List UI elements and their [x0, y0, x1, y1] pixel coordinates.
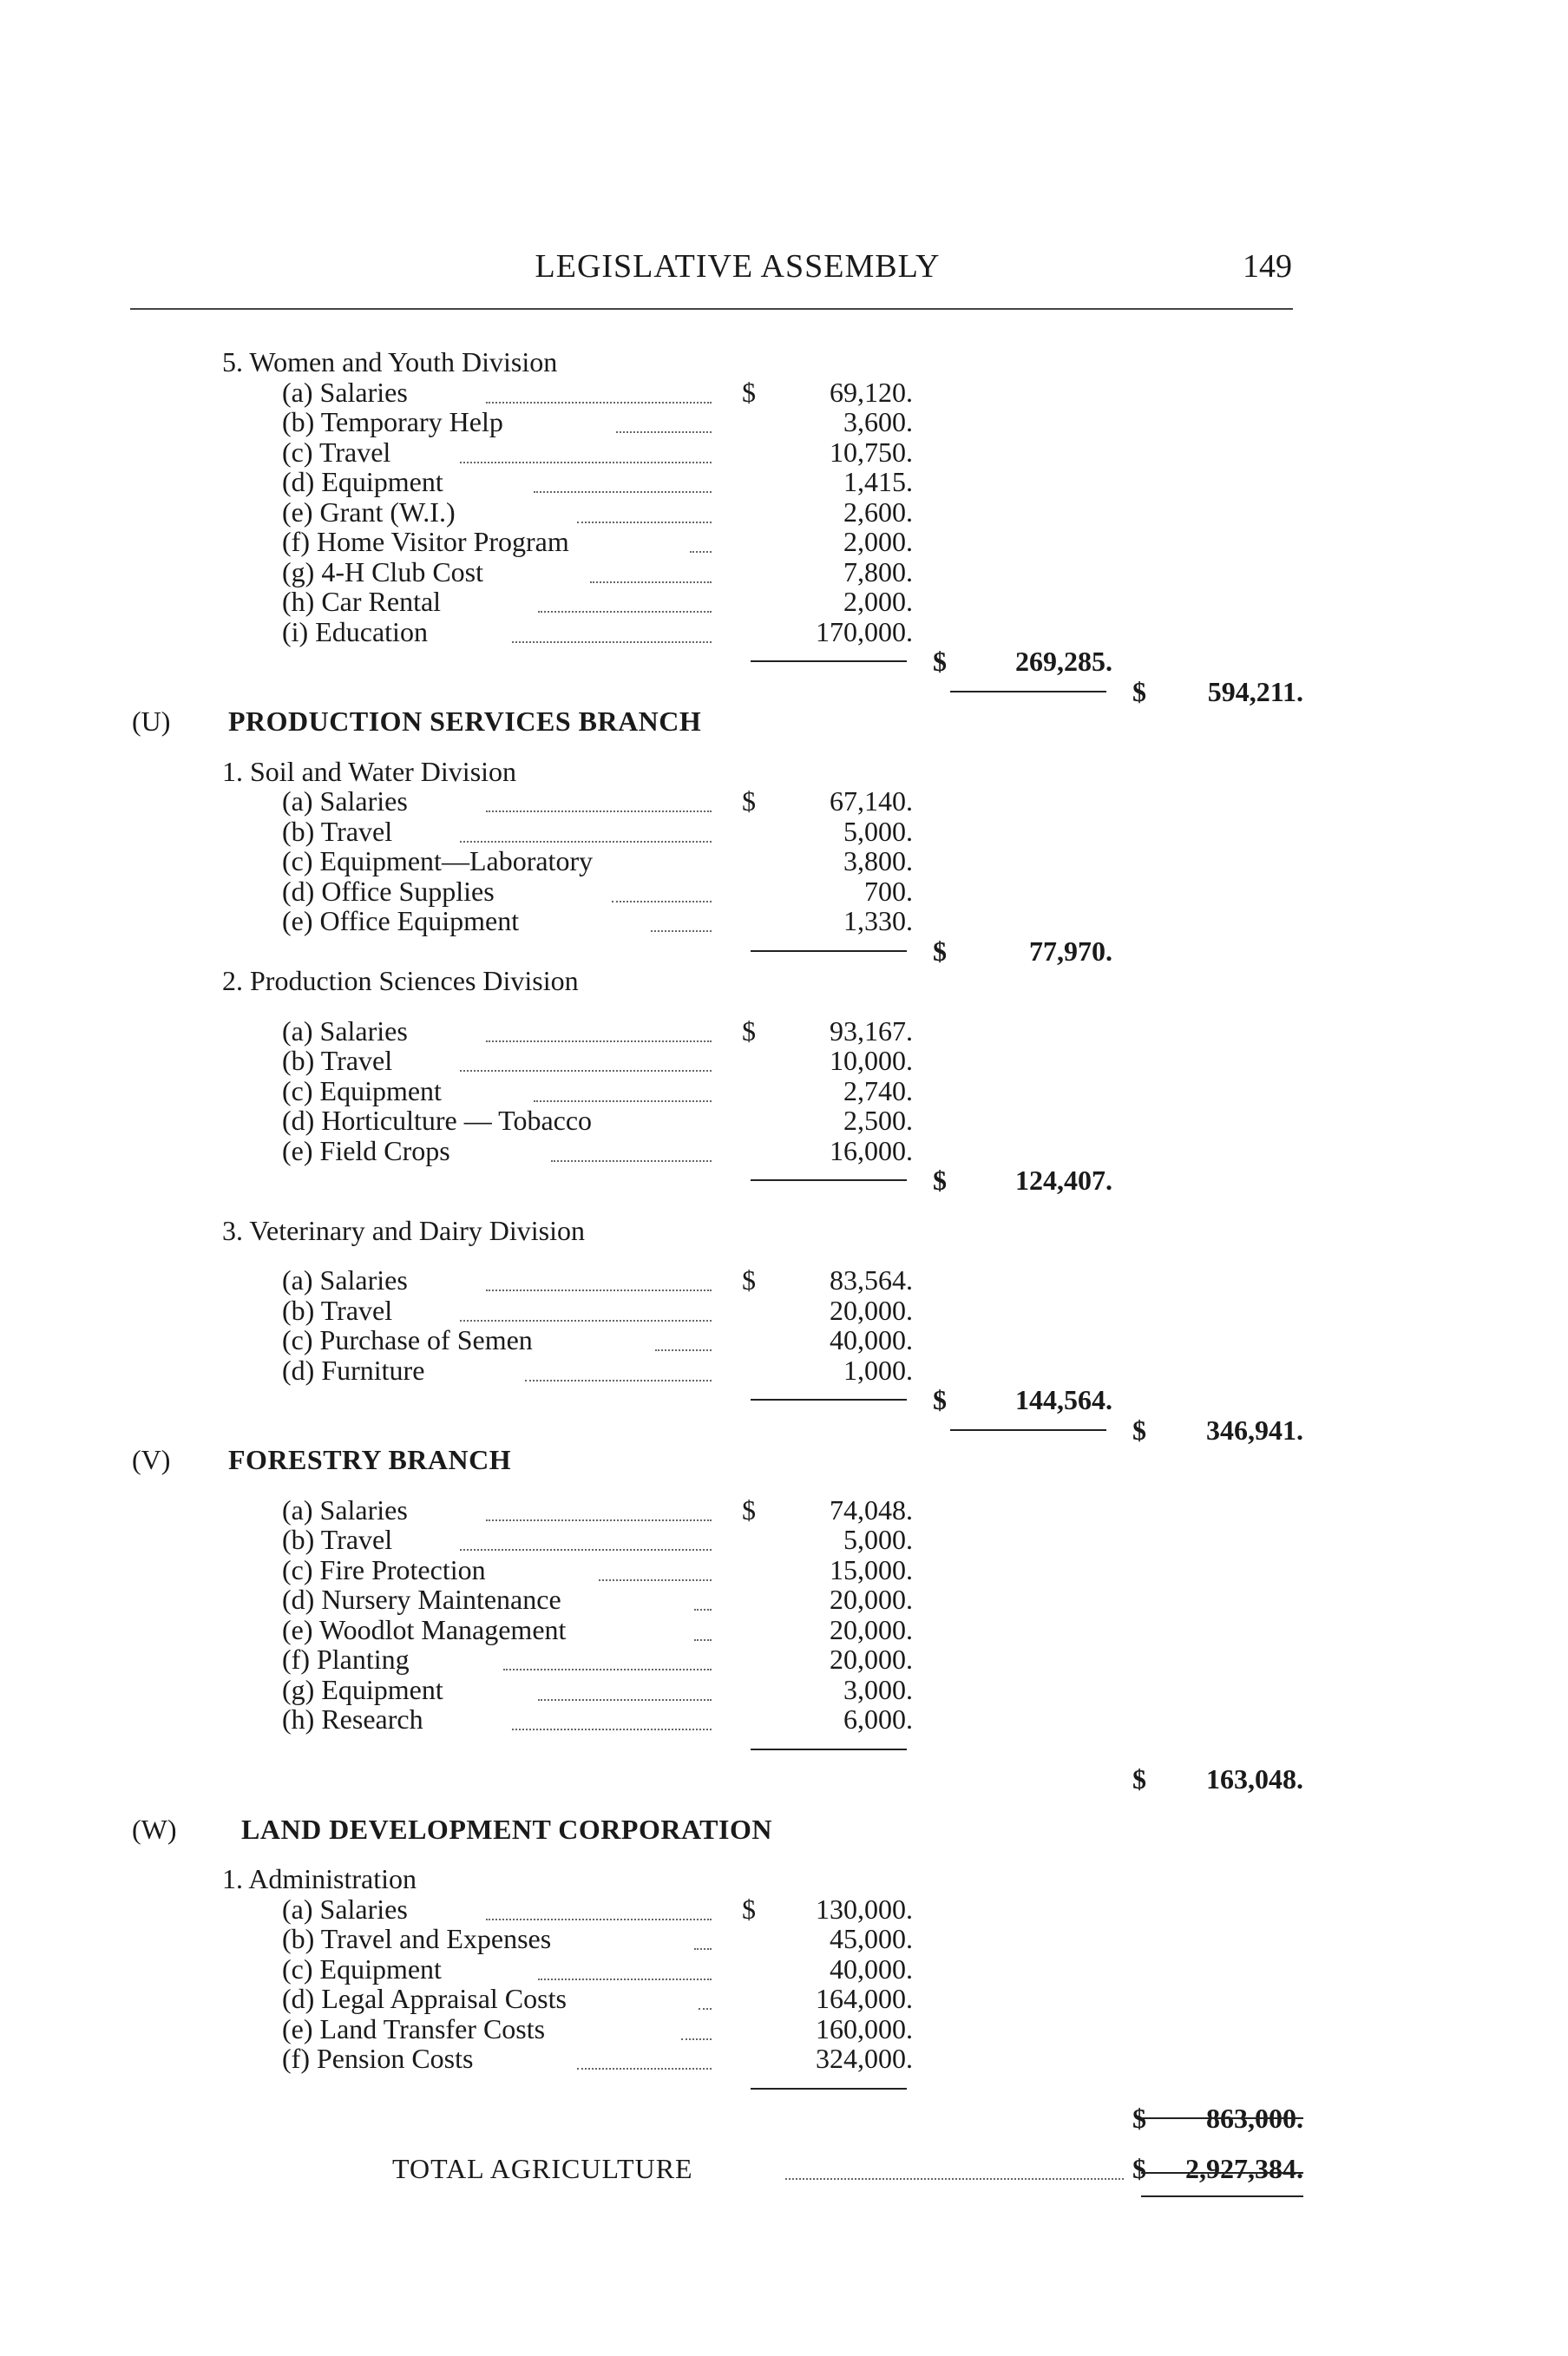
page-number: 149: [1243, 248, 1292, 285]
subtotal-rule: [751, 660, 907, 662]
leader-dots: [486, 1265, 712, 1291]
item-label: (d) Equipment: [282, 466, 443, 497]
item-label: (f) Planting: [282, 1644, 410, 1675]
line-item: [0, 817, 1568, 847]
leader-dots: [590, 557, 712, 583]
branch-code: (V): [132, 1444, 171, 1475]
item-label: (a) Salaries: [282, 1893, 408, 1925]
item-label: (e) Office Equipment: [282, 905, 520, 936]
double-underline-bottom: [1141, 2195, 1303, 2197]
line-item: [0, 377, 1568, 408]
grand-total-amount: 2,927,384.: [1185, 2152, 1303, 2184]
leader-dots: [486, 1894, 712, 1920]
subtotal-rule: [751, 1179, 907, 1181]
leader-dots: [694, 1615, 712, 1641]
item-label: (d) Furniture: [282, 1354, 425, 1386]
branch-total: 594,211.: [1207, 675, 1303, 707]
leader-dots: [538, 1675, 712, 1701]
item-amount: 10,000.: [830, 1045, 913, 1076]
subtotal-rule: [751, 950, 907, 952]
division-title: 5. Women and Youth Division: [222, 346, 558, 377]
item-label: (b) Temporary Help: [282, 406, 503, 437]
item-amount: 2,000.: [843, 586, 913, 617]
item-amount: 15,000.: [830, 1553, 913, 1585]
branch-heading-row: [0, 1815, 1568, 1845]
dollar-sign: $: [1132, 675, 1146, 707]
subtotal-rule-row: [0, 2074, 1568, 2104]
item-amount: 1,000.: [843, 1354, 913, 1386]
dollar-sign: $: [742, 1893, 756, 1925]
item-amount: 74,048.: [830, 1493, 913, 1526]
page-header-title: LEGISLATIVE ASSEMBLY: [535, 248, 941, 285]
line-item: [0, 786, 1568, 817]
item-amount: 20,000.: [830, 1294, 913, 1326]
item-amount: 7,800.: [843, 555, 913, 587]
item-amount: 2,000.: [843, 526, 913, 557]
item-amount: 3,000.: [843, 1673, 913, 1705]
item-label: (d) Nursery Maintenance: [282, 1584, 561, 1615]
branch-total-row: [0, 1764, 1568, 1795]
item-amount: 6,000.: [843, 1703, 913, 1735]
item-label: (c) Equipment—Laboratory: [282, 845, 594, 876]
dollar-sign: $: [742, 1493, 756, 1526]
double-underline-top: [1141, 2172, 1303, 2174]
item-amount: 164,000.: [816, 1983, 913, 2014]
leader-dots: [538, 587, 712, 613]
leader-dots: [486, 786, 712, 812]
division-subtotal: 77,970.: [1029, 935, 1112, 967]
leader-dots: [486, 377, 712, 404]
subtotal-rule: [751, 2088, 907, 2090]
line-item: [0, 1585, 1568, 1615]
item-amount: 324,000.: [816, 2043, 913, 2074]
leader-dots: [599, 1555, 712, 1581]
branch-total-row: [0, 677, 1568, 707]
line-item: [0, 1924, 1568, 1954]
line-item: [0, 1644, 1568, 1675]
item-amount: 20,000.: [830, 1644, 913, 1675]
item-label: (b) Travel and Expenses: [282, 1923, 552, 1954]
item-label: (b) Travel: [282, 815, 393, 847]
leader-dots: [460, 437, 712, 463]
subtotal-row: [0, 646, 1568, 677]
item-label: (g) 4-H Club Cost: [282, 555, 483, 587]
leader-dots: [577, 497, 712, 523]
item-label: (b) Travel: [282, 1294, 393, 1326]
leader-dots: [694, 1585, 712, 1611]
line-item: [0, 1615, 1568, 1645]
division-subtotal: 269,285.: [1015, 646, 1112, 677]
item-amount: 1,415.: [843, 466, 913, 497]
leader-dots: [577, 2044, 712, 2070]
item-label: (b) Travel: [282, 1045, 393, 1076]
item-label: (g) Equipment: [282, 1673, 443, 1705]
item-label: (f) Pension Costs: [282, 2043, 474, 2074]
item-label: (a) Salaries: [282, 1493, 408, 1526]
item-amount: 160,000.: [816, 2012, 913, 2044]
division-title: 1. Soil and Water Division: [222, 755, 517, 787]
item-label: (i) Education: [282, 615, 428, 647]
division-title-row: [0, 1216, 1568, 1246]
dollar-sign: $: [742, 1264, 756, 1296]
division-title-row: [0, 347, 1568, 377]
leader-dots: [699, 1984, 712, 2010]
item-label: (a) Salaries: [282, 376, 408, 408]
branch-title: FORESTRY BRANCH: [228, 1444, 512, 1475]
leader-dots: [460, 1046, 712, 1072]
subtotal-row: [0, 936, 1568, 967]
dollar-sign: $: [742, 785, 756, 817]
branch-total-row: [0, 1415, 1568, 1446]
leader-dots: [486, 1495, 712, 1521]
item-amount: 10,750.: [830, 436, 913, 468]
item-label: (d) Horticulture — Tobacco: [282, 1105, 593, 1136]
item-amount: 3,800.: [843, 845, 913, 876]
leader-dots: [512, 1704, 712, 1730]
item-amount: 20,000.: [830, 1613, 913, 1645]
item-label: (b) Travel: [282, 1524, 393, 1555]
leader-dots: [694, 1924, 712, 1950]
line-item: [0, 1106, 1568, 1136]
line-item: [0, 437, 1568, 468]
item-label: (c) Equipment: [282, 1074, 442, 1106]
subtotal-row: [0, 1385, 1568, 1415]
dollar-sign: $: [933, 935, 947, 967]
item-label: (e) Field Crops: [282, 1134, 450, 1166]
item-amount: 5,000.: [843, 815, 913, 847]
line-item: [0, 617, 1568, 647]
dollar-sign: $: [1132, 2152, 1146, 2184]
item-label: (c) Purchase of Semen: [282, 1324, 533, 1355]
item-label: (h) Research: [282, 1703, 423, 1735]
leader-dots: [681, 2014, 712, 2040]
item-amount: 83,564.: [830, 1264, 913, 1296]
item-label: (a) Salaries: [282, 1014, 408, 1047]
line-item: [0, 1296, 1568, 1326]
leader-dots: [512, 617, 712, 643]
line-item: [0, 2044, 1568, 2074]
leader-dots: [551, 1136, 712, 1162]
item-label: (c) Equipment: [282, 1952, 442, 1985]
dollar-sign: $: [742, 1014, 756, 1047]
branch-total: 163,048.: [1206, 1763, 1303, 1795]
line-item: [0, 1265, 1568, 1296]
dollar-sign: $: [742, 376, 756, 408]
line-item: [0, 1525, 1568, 1555]
item-label: (e) Grant (W.I.): [282, 495, 456, 528]
branch-heading-row: [0, 706, 1568, 737]
estimates-table: [0, 347, 1568, 2183]
header-rule: [130, 308, 1293, 310]
item-amount: 2,500.: [843, 1105, 913, 1136]
leader-dots: [460, 817, 712, 843]
leader-dots: [460, 1525, 712, 1551]
line-item: [0, 906, 1568, 936]
item-label: (e) Land Transfer Costs: [282, 2012, 546, 2044]
subtotal-rule: [751, 1749, 907, 1750]
branch-title: PRODUCTION SERVICES BRANCH: [228, 705, 702, 737]
branch-total: 346,941.: [1206, 1414, 1303, 1446]
line-item: [0, 407, 1568, 437]
division-subtotal: 144,564.: [1015, 1384, 1112, 1415]
leader-dots: [651, 906, 712, 932]
item-amount: 69,120.: [830, 376, 913, 408]
line-item: [0, 1894, 1568, 1925]
item-amount: 1,330.: [843, 905, 913, 936]
branch-total-rule: [950, 691, 1106, 692]
branch-heading-row: [0, 1445, 1568, 1475]
item-amount: 20,000.: [830, 1584, 913, 1615]
division-title: 3. Veterinary and Dairy Division: [222, 1214, 585, 1246]
branch-total-rule: [950, 1429, 1106, 1431]
dollar-sign: $: [1132, 1414, 1146, 1446]
division-title-row: [0, 757, 1568, 787]
grand-total-row: [0, 2154, 1568, 2184]
line-item: [0, 876, 1568, 907]
line-item: [0, 1954, 1568, 1985]
item-label: (e) Woodlot Management: [282, 1613, 567, 1645]
item-label: (a) Salaries: [282, 785, 408, 817]
line-item: [0, 1076, 1568, 1106]
item-amount: 45,000.: [830, 1923, 913, 1954]
item-amount: 700.: [864, 875, 913, 907]
grand-total-label: TOTAL AGRICULTURE: [392, 2152, 693, 2184]
division-title: 1. Administration: [222, 1863, 417, 1894]
item-amount: 40,000.: [830, 1952, 913, 1985]
line-item: [0, 497, 1568, 528]
dollar-sign: $: [1132, 2103, 1146, 2134]
line-item: [0, 1555, 1568, 1585]
leader-dots: [785, 2154, 1124, 2180]
item-amount: 130,000.: [816, 1893, 913, 1925]
branch-code: (U): [132, 705, 171, 737]
line-item: [0, 1325, 1568, 1355]
item-amount: 67,140.: [830, 785, 913, 817]
division-title-row: [0, 1864, 1568, 1894]
leader-dots: [534, 467, 712, 493]
item-amount: 2,740.: [843, 1074, 913, 1106]
line-item: [0, 557, 1568, 587]
line-item: [0, 1704, 1568, 1735]
leader-dots: [460, 1296, 712, 1322]
leader-dots: [612, 876, 712, 902]
dollar-sign: $: [1132, 1763, 1146, 1795]
dollar-sign: $: [933, 1384, 947, 1415]
line-item: [0, 1016, 1568, 1047]
line-item: [0, 2014, 1568, 2044]
leader-dots: [525, 1355, 712, 1381]
item-label: (c) Fire Protection: [282, 1553, 486, 1585]
item-label: (c) Travel: [282, 436, 391, 468]
branch-title: LAND DEVELOPMENT CORPORATION: [241, 1813, 772, 1845]
item-amount: 93,167.: [830, 1014, 913, 1047]
division-title: 2. Production Sciences Division: [222, 965, 579, 996]
subtotal-rule-row: [0, 1735, 1568, 1765]
item-label: (a) Salaries: [282, 1264, 408, 1296]
division-title-row: [0, 966, 1568, 996]
leader-dots: [486, 1016, 712, 1042]
line-item: [0, 1495, 1568, 1526]
line-item: [0, 846, 1568, 876]
leader-dots: [534, 1076, 712, 1102]
subtotal-row: [0, 1165, 1568, 1196]
leader-dots: [503, 1644, 712, 1670]
line-item: [0, 1355, 1568, 1386]
branch-total-row: [0, 2103, 1568, 2134]
leader-dots: [616, 407, 712, 433]
line-item: [0, 467, 1568, 497]
line-item: [0, 587, 1568, 617]
item-amount: 16,000.: [830, 1134, 913, 1166]
item-label: (f) Home Visitor Program: [282, 526, 569, 557]
item-amount: 3,600.: [843, 406, 913, 437]
item-label: (h) Car Rental: [282, 586, 442, 617]
dollar-sign: $: [933, 1165, 947, 1196]
item-amount: 2,600.: [843, 495, 913, 528]
line-item: [0, 1046, 1568, 1076]
grand-total-rule: [1141, 2117, 1303, 2119]
branch-code: (W): [132, 1813, 177, 1845]
leader-dots: [655, 1325, 712, 1351]
branch-total: 863,000.: [1206, 2103, 1303, 2134]
leader-dots: [690, 527, 712, 553]
line-item: [0, 1675, 1568, 1705]
line-item: [0, 527, 1568, 557]
leader-dots: [538, 1954, 712, 1980]
item-amount: 170,000.: [816, 615, 913, 647]
subtotal-rule: [751, 1399, 907, 1401]
item-amount: 40,000.: [830, 1324, 913, 1355]
line-item: [0, 1984, 1568, 2014]
dollar-sign: $: [933, 646, 947, 677]
line-item: [0, 1136, 1568, 1166]
item-label: (d) Legal Appraisal Costs: [282, 1983, 567, 2014]
division-subtotal: 124,407.: [1015, 1165, 1112, 1196]
item-label: (d) Office Supplies: [282, 875, 495, 907]
item-amount: 5,000.: [843, 1524, 913, 1555]
